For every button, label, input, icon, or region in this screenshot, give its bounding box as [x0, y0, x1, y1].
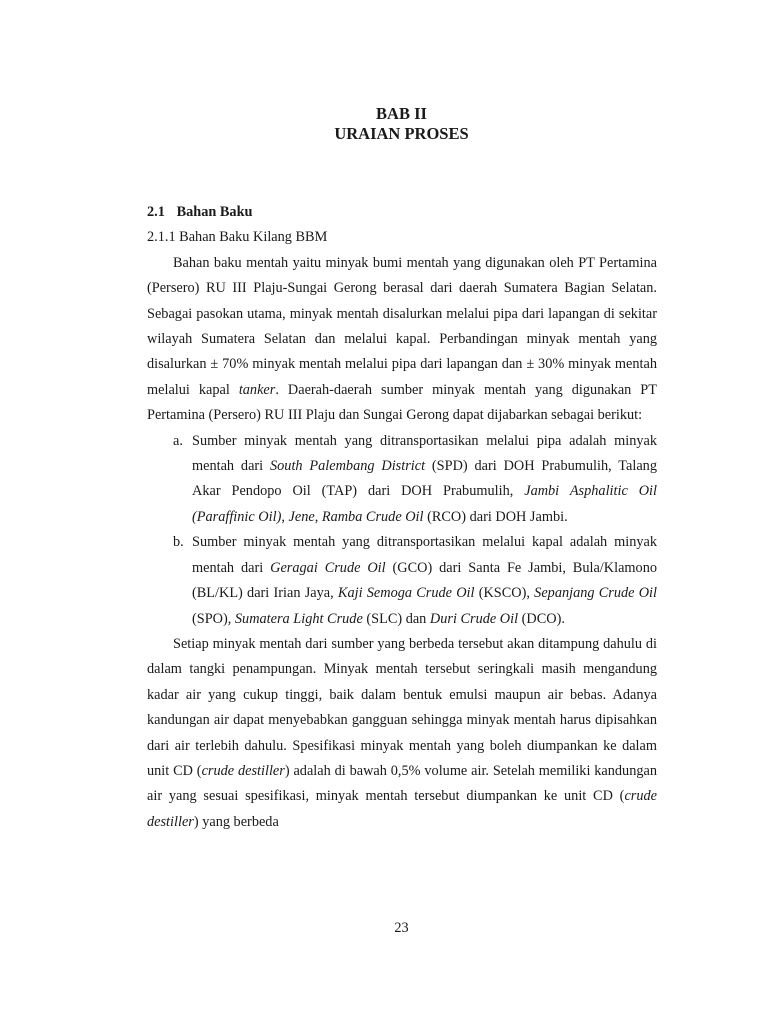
text-run: . Daerah-daerah sumber minyak mentah yang digunakan PT Pertamina (Persero) RU III Plaju dan Sungai Gerong dapat dijabarkan sebagai berikut:: [147, 381, 657, 424]
chapter-heading: [0, 104, 768, 144]
text-run: (RCO) dari DOH Jambi.: [423, 508, 568, 525]
section-title: Bahan Baku: [176, 204, 253, 220]
list-item-ship: [147, 530, 657, 632]
text-run: Bahan baku mentah yaitu minyak bumi mentah yang digunakan oleh PT Pertamina (Persero) RU III Plaju-Sungai Gerong berasal dari daerah Sumatera Bagian Selatan. Sebagai pasokan utama, minyak mentah disalurkan melalui pipa dari lapangan di sekitar wilayah Sumatera Selatan dan melalui kapal. Perbandingan minyak mentah yang disalurkan ± 70% minyak mentah melalui pipa dari lapangan dan ± 30% minyak mentah melalui kapal: [147, 254, 657, 398]
text-run: Sumber minyak mentah yang ditransportasikan melalui pipa adalah minyak mentah dari: [192, 432, 657, 475]
italic-term: Kaji Semoga Crude Oil: [337, 585, 475, 602]
list-marker: a.: [173, 432, 183, 449]
italic-term: Jambi Asphalitic Oil (Paraffinic Oil): [192, 483, 657, 525]
list-marker: b.: [173, 534, 184, 551]
italic-term: Sepanjang Crude Oil: [534, 585, 657, 602]
text-run: (SPO),: [192, 610, 235, 627]
italic-term: crude destiller: [201, 762, 285, 779]
page-number: 23: [394, 920, 409, 936]
text-run: (DCO).: [518, 610, 565, 627]
italic-term: Duri Crude Oil: [429, 610, 519, 627]
subsection-heading: 2.1.1 Bahan Baku Kilang BBM: [147, 229, 328, 246]
text-run: (SPD) dari DOH Prabumulih, Talang Akar Pendopo Oil (TAP) dari DOH Prabumulih,: [192, 458, 657, 500]
section-heading: [147, 200, 657, 225]
paragraph-intro: [147, 251, 657, 429]
section-number: 2.1: [147, 204, 165, 220]
text-run: ,: [314, 508, 322, 525]
text-run: ,: [281, 508, 289, 525]
text-run: (SLC) dan: [362, 610, 430, 627]
paragraph-storage: [147, 632, 657, 835]
italic-term: tanker: [238, 381, 276, 398]
italic-term: Sumatera Light Crude: [234, 610, 363, 627]
text-run: (KSCO),: [474, 585, 535, 602]
italic-term: crude destiller: [147, 788, 657, 830]
text-run: ) adalah di bawah 0,5% volume air. Setelah memiliki kandungan air yang sesuai spesifikasi, minyak mentah tersebut diumpankan ke unit CD (: [147, 762, 657, 805]
italic-term: Ramba Crude Oil: [321, 508, 424, 525]
italic-term: Jene: [288, 508, 315, 525]
italic-term: Geragai Crude Oil: [270, 559, 386, 576]
chapter-title: URAIAN PROSES: [334, 124, 469, 143]
text-run: Setiap minyak mentah dari sumber yang berbeda tersebut akan ditampung dahulu di dalam tangki penampungan. Minyak mentah tersebut seringkali masih mengandung kadar air yang cukup tinggi, baik dalam bentuk emulsi maupun air bebas. Adanya kandungan air dapat menyebabkan gangguan sehingga minyak mentah harus dipisahkan dari air terlebih dahulu. Spesifikasi minyak mentah yang boleh diumpankan ke dalam unit CD (: [147, 635, 657, 779]
text-run: Sumber minyak mentah yang ditransportasikan melalui kapal adalah minyak mentah dari: [192, 534, 657, 576]
document-body: [147, 200, 657, 835]
list-item-pipeline: [147, 429, 657, 531]
source-list: [147, 429, 657, 632]
text-run: (GCO) dari Santa Fe Jambi, Bula/Klamono (BL/KL) dari Irian Jaya,: [192, 559, 657, 602]
text-run: ) yang berbeda: [193, 813, 279, 830]
italic-term: South Palembang District: [270, 458, 426, 475]
chapter-label: BAB II: [376, 104, 427, 123]
